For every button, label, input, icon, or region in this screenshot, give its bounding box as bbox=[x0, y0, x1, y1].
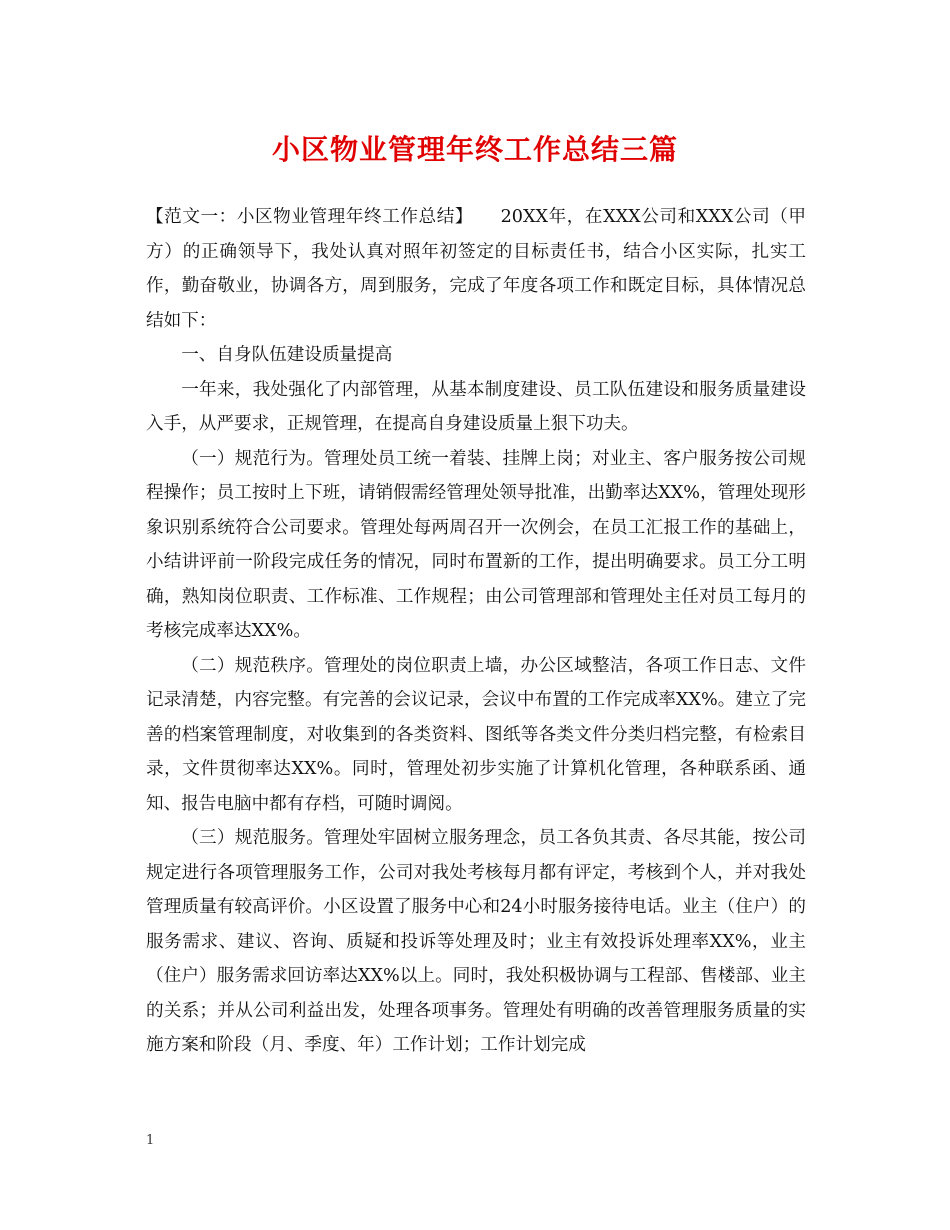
section-heading: 一、自身队伍建设质量提高 bbox=[181, 345, 393, 365]
page-number: 1 bbox=[146, 1133, 155, 1148]
paragraph: （二）规范秩序。管理处的岗位职责上墙，办公区域整洁，各项工作日志、文件记录清楚，内容完整。有完善的会议记录，会议中布置的工作完成率XX%。建立了完善的档案管理制度，对收集到的各类资料、图纸等各类文件分类归档完整，有检索目录，文件贯彻率达XX%。同时，管理处初步实施了计算机化管理，各种联系函、通知、报告电脑中都有存档，可随时调阅。 bbox=[146, 655, 806, 814]
paragraph: （三）规范服务。管理处牢固树立服务理念，员工各负其责、各尽其能，按公司规定进行各项管理服务工作，公司对我处考核每月都有评定，考核到个人，并对我处管理质量有较高评价。小区设置了服务中心和24小时服务接待电话。业主（住户）的服务需求、建议、咨询、质疑和投诉等处理及时；业主有效投诉处理率XX%，业主（住户）服务需求回访率达XX%以上。同时，我处积极协调与工程部、售楼部、业主的关系；并从公司利益出发，处理各项事务。管理处有明确的改善管理服务质量的实施方案和阶段（月、季度、年）工作计划；工作计划完成 bbox=[146, 828, 806, 1055]
paragraph-intro: 【范文一：小区物业管理年终工作总结】 20XX年，在XXX公司和XXX公司（甲方）的正确领导下，我处认真对照年初签定的目标责任书，结合小区实际，扎实工作，勤奋敬业，协调各方，周到服务，完成了年度各项工作和既定目标，具体情况总结如下： bbox=[146, 207, 806, 331]
document-body bbox=[146, 200, 806, 1063]
paragraph: （一）规范行为。管理处员工统一着装、挂牌上岗；对业主、客户服务按公司规程操作；员工按时上下班，请销假需经管理处领导批准，出勤率达XX%，管理处现形象识别系统符合公司要求。管理处每两周召开一次例会，在员工汇报工作的基础上，小结讲评前一阶段完成任务的情况，同时布置新的工作，提出明确要求。员工分工明确，熟知岗位职责、工作标准、工作规程；由公司管理部和管理处主任对员工每月的考核完成率达XX%。 bbox=[146, 448, 806, 641]
paragraph: 一年来，我处强化了内部管理，从基本制度建设、员工队伍建设和服务质量建设入手，从严要求，正规管理，在提高自身建设质量上狠下功夫。 bbox=[146, 379, 806, 434]
document-title: 小区物业管理年终工作总结三篇 bbox=[271, 133, 678, 166]
